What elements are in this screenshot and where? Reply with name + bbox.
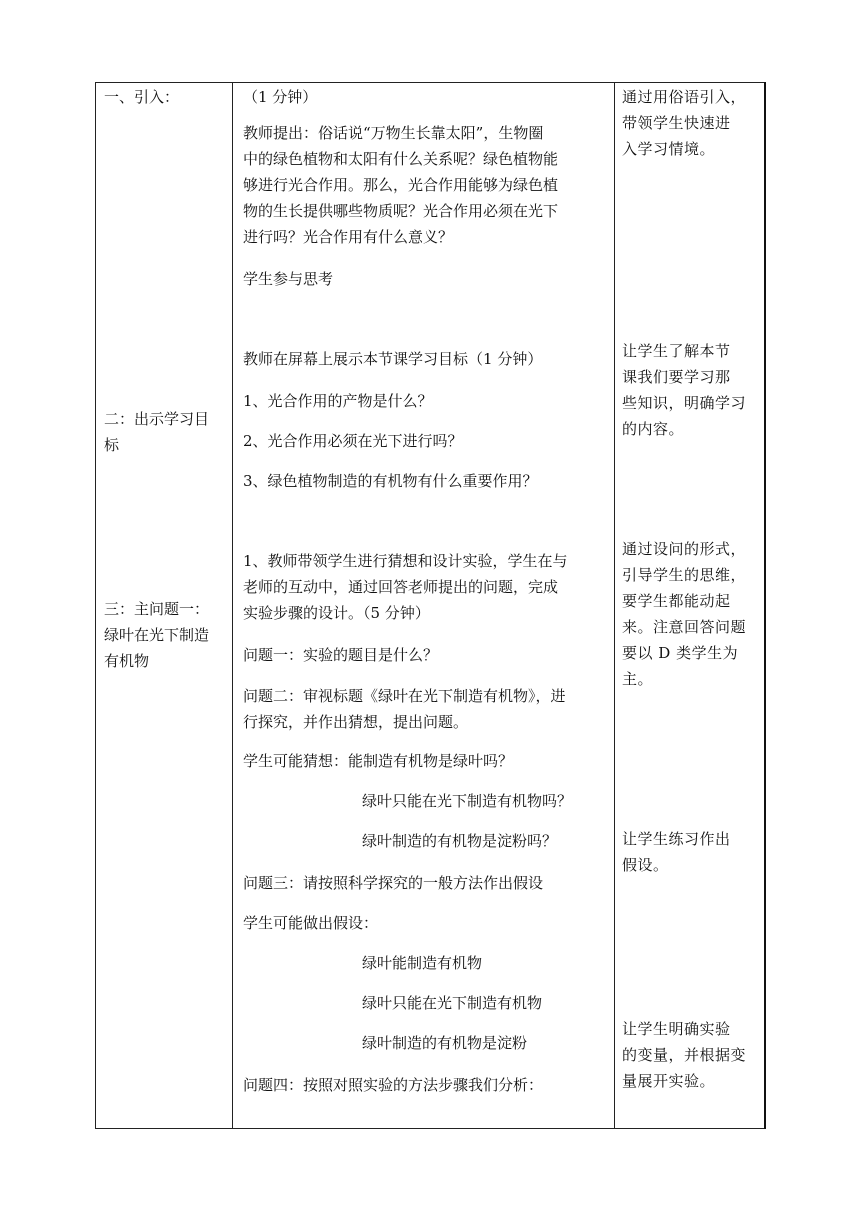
main-note1-line-5: 要以 D 类学生为 bbox=[622, 644, 739, 662]
goals-note-line-4: 的内容。 bbox=[622, 420, 685, 438]
main-hypothesis-label: 学生可能做出假设： bbox=[243, 914, 379, 932]
table-left-border bbox=[95, 82, 96, 1129]
main-note2-line-1: 让学生练习作出 bbox=[622, 830, 731, 848]
table-right-border bbox=[764, 82, 766, 1129]
intro-note-line-3: 入学习情境。 bbox=[622, 140, 716, 158]
main-intro-line-3: 实验步骤的设计。（5 分钟） bbox=[243, 604, 430, 622]
main-question-4: 问题四：按照对照实验的方法步骤我们分析： bbox=[243, 1076, 544, 1094]
intro-student: 学生参与思考 bbox=[243, 270, 334, 288]
main-guess-label: 学生可能猜想：能制造有机物是绿叶吗？ bbox=[243, 752, 514, 770]
main-intro-line-1: 1、教师带领学生进行猜想和设计实验，学生在与 bbox=[243, 552, 568, 570]
main-note3-line-3: 量展开实验。 bbox=[622, 1072, 716, 1090]
main-note1-line-4: 来。注意回答问题 bbox=[622, 618, 747, 636]
main-question-1: 问题一：实验的题目是什么？ bbox=[243, 646, 439, 664]
main-question-2-line-2: 行探究，并作出猜想，提出问题。 bbox=[243, 713, 469, 731]
main-note3-line-2: 的变量，并根据变 bbox=[622, 1046, 747, 1064]
intro-note-line-1: 通过用俗语引入， bbox=[622, 88, 747, 106]
intro-teacher-line-3: 够进行光合作用。那么，光合作用能够为绿色植 bbox=[243, 176, 559, 194]
table-top-border bbox=[95, 82, 765, 83]
main-note1-line-6: 主。 bbox=[622, 670, 654, 688]
goals-note-line-1: 让学生了解本节 bbox=[622, 342, 731, 360]
main-hypothesis-item-1: 绿叶能制造有机物 bbox=[362, 954, 483, 972]
goals-item-2: 2、光合作用必须在光下进行吗？ bbox=[243, 432, 463, 450]
main-guess-item-2: 绿叶制造的有机物是淀粉吗？ bbox=[362, 832, 558, 850]
goals-item-3: 3、绿色植物制造的有机物有什么重要作用？ bbox=[243, 472, 538, 490]
table-bottom-border bbox=[95, 1128, 765, 1129]
goals-item-1: 1、光合作用的产物是什么？ bbox=[243, 392, 433, 410]
main-hypothesis-item-2: 绿叶只能在光下制造有机物 bbox=[362, 994, 543, 1012]
column-divider-2 bbox=[614, 82, 615, 1129]
goals-section-line-2: 标 bbox=[104, 436, 120, 454]
goals-section-line-1: 二：出示学习目 bbox=[104, 410, 210, 428]
intro-teacher-line-1: 教师提出：俗话说“万物生长靠太阳”，生物圈 bbox=[243, 124, 544, 142]
main-section-line-2: 绿叶在光下制造 bbox=[104, 626, 210, 644]
goals-note-line-2: 课我们要学习那 bbox=[622, 368, 731, 386]
main-section-line-1: 三：主问题一： bbox=[104, 600, 210, 618]
intro-section-label: 一、引入： bbox=[104, 88, 180, 106]
intro-note-line-2: 带领学生快速进 bbox=[622, 114, 731, 132]
intro-teacher-line-4: 物的生长提供哪些物质呢？光合作用必须在光下 bbox=[243, 202, 559, 220]
intro-teacher-line-2: 中的绿色植物和太阳有什么关系呢？绿色植物能 bbox=[243, 150, 559, 168]
column-divider-1 bbox=[232, 82, 233, 1129]
main-note2-line-2: 假设。 bbox=[622, 856, 669, 874]
main-note3-line-1: 让学生明确实验 bbox=[622, 1020, 731, 1038]
goals-teacher: 教师在屏幕上展示本节课学习目标（1 分钟） bbox=[243, 350, 543, 368]
main-question-3: 问题三：请按照科学探究的一般方法作出假设 bbox=[243, 874, 544, 892]
main-intro-line-2: 老师的互动中，通过回答老师提出的问题，完成 bbox=[243, 578, 559, 596]
main-question-2-line-1: 问题二：审视标题《绿叶在光下制造有机物》，进 bbox=[243, 687, 566, 705]
goals-note-line-3: 些知识，明确学习 bbox=[622, 394, 747, 412]
main-note1-line-2: 引导学生的思维， bbox=[622, 566, 747, 584]
intro-time: （1 分钟） bbox=[243, 88, 318, 106]
main-note1-line-3: 要学生都能动起 bbox=[622, 592, 731, 610]
main-hypothesis-item-3: 绿叶制造的有机物是淀粉 bbox=[362, 1034, 528, 1052]
main-guess-item-1: 绿叶只能在光下制造有机物吗？ bbox=[362, 792, 573, 810]
intro-teacher-line-5: 进行吗？光合作用有什么意义？ bbox=[243, 228, 454, 246]
main-section-line-3: 有机物 bbox=[104, 652, 150, 670]
main-note1-line-1: 通过设问的形式， bbox=[622, 540, 747, 558]
